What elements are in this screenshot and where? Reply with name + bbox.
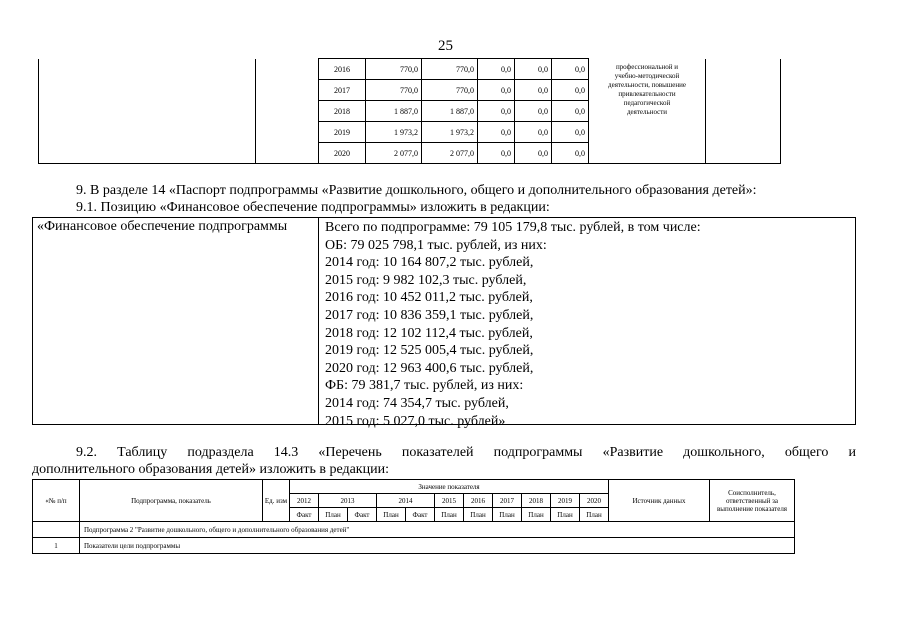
- header-source: Источник данных: [609, 480, 710, 522]
- table-row: Подпрограмма 2 "Развитие дошкольного, общего и дополнительного образования детей": [33, 522, 795, 538]
- table-row: 2016 770,0 770,0 0,0 0,0 0,0 профессиональной и учебно-методической деятельности, повышение привлекательности педагогической деятельности: [39, 59, 781, 80]
- page-number: 25: [438, 38, 453, 54]
- header-name: Подпрограмма, показатель: [80, 480, 263, 522]
- table-row: 1 Показатели цели подпрограммы: [33, 538, 795, 554]
- table-row: 2017 770,0 770,0 0,0 0,0 0,0: [39, 80, 781, 101]
- finance-lines: Всего по подпрограмме: 79 105 179,8 тыс. рублей, в том числе: ОБ: 79 025 798,1 тыс. рублей, из них: 2014 год: 10 164 807,2 тыс. рублей, 2015 год: 9 982 102,3 тыс. рублей, 2016 год: 10 452 011,2 тыс. рублей, 2017 год: 10 836 359,1 тыс. рублей, 2018 год: 12 102 112,4 тыс. рублей, 2019 год: 12 525 005,4 тыс. рублей, 2020 год: 12 963 400,6 тыс. рублей, ФБ: 79 381,7 тыс. рублей, из них: 2014 год: 74 354,7 тыс. рублей, 2015 год: 5 027,0 тыс. рублей»: [325, 220, 701, 429]
- table-row: 2018 1 887,0 1 887,0 0,0 0,0 0,0: [39, 101, 781, 122]
- header-num: «№ п/п: [33, 480, 80, 522]
- table-row: Факт План Факт План Факт План План План План План План: [33, 508, 795, 522]
- funding-fragment-table: [38, 58, 781, 164]
- table-row: 2012 2013 2014 2015 2016 2017 2018 2019 2020: [33, 494, 795, 508]
- paragraph-9-2-cont: дополнительного образования детей» изложить в редакции:: [32, 462, 389, 477]
- note-cell: профессиональной и учебно-методической деятельности, повышение привлекательности педагогической деятельности: [589, 59, 706, 164]
- header-responsible: Соисполнитель, ответственный за выполнение показателя: [710, 480, 795, 522]
- table-row: 2019 1 973,2 1 973,2 0,0 0,0 0,0: [39, 122, 781, 143]
- paragraph-9: 9. В разделе 14 «Паспорт подпрограммы «Развитие дошкольного, общего и дополнительного образования детей»:: [76, 183, 757, 198]
- table-row: [33, 480, 795, 494]
- header-unit: Ед. изм: [263, 480, 290, 522]
- finance-label: «Финансовое обеспечение подпрограммы: [37, 219, 288, 234]
- paragraph-9-2: 9.2. Таблицу подраздела 14.3 «Перечень показателей подпрограммы «Развитие дошкольного, общего и: [76, 445, 856, 460]
- indicators-table: [32, 479, 795, 554]
- finance-divider: [318, 217, 319, 425]
- paragraph-9-1: 9.1. Позицию «Финансовое обеспечение подпрограммы» изложить в редакции:: [76, 200, 550, 215]
- table-row: 2020 2 077,0 2 077,0 0,0 0,0 0,0: [39, 143, 781, 164]
- header-value: Значение показателя: [290, 480, 609, 494]
